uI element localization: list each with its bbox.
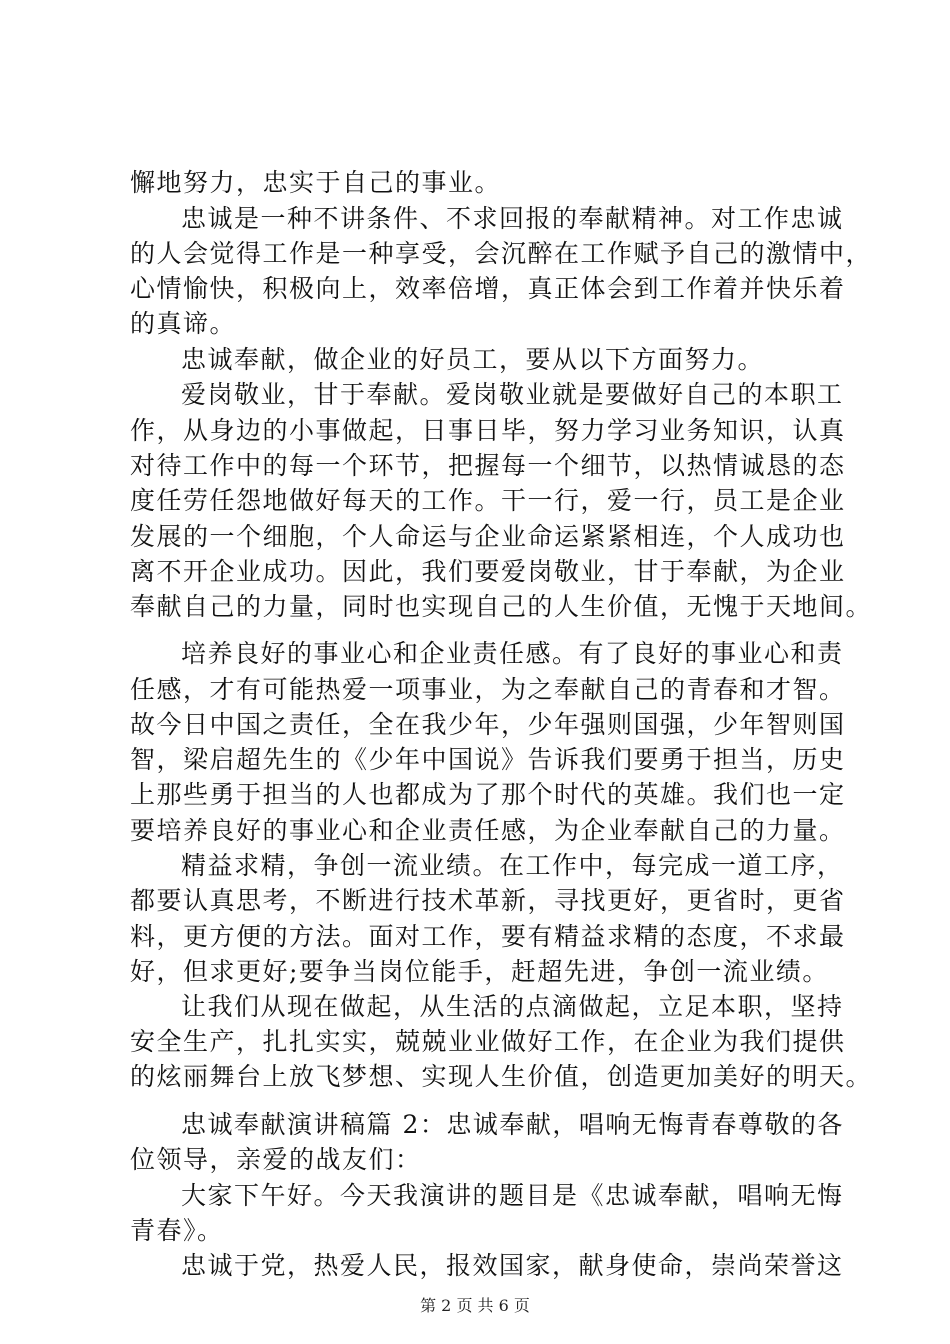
text-line: 奉献自己的力量，同时也实现自己的人生价值，无愧于天地间。 <box>130 592 873 621</box>
text-line: 青春》。 <box>130 1216 224 1245</box>
text-line: 心情愉快，积极向上，效率倍增，真正体会到工作着并快乐着 <box>130 274 846 303</box>
text-line: 忠诚是一种不讲条件、不求回报的奉献精神。对工作忠诚 <box>181 204 844 233</box>
text-line: 爱岗敬业，甘于奉献。爱岗敬业就是要做好自己的本职工 <box>181 380 844 409</box>
text-line: 都要认真思考，不断进行技术革新，寻找更好，更省时，更省 <box>130 886 846 915</box>
text-line: 懈地努力，忠实于自己的事业。 <box>130 168 502 197</box>
text-line: 要培养良好的事业心和企业责任感，为企业奉献自己的力量。 <box>130 816 846 845</box>
text-line: 智，梁启超先生的《少年中国说》告诉我们要勇于担当，历史 <box>130 745 846 774</box>
text-line: 作，从身边的小事做起，日事日毕，努力学习业务知识，认真 <box>130 416 846 445</box>
text-line: 料，更方便的方法。面对工作，要有精益求精的态度，不求最 <box>130 922 846 951</box>
text-line: 好，但求更好;要争当岗位能手，赶超先进，争创一流业绩。 <box>130 957 829 986</box>
text-line: 培养良好的事业心和企业责任感。有了良好的事业心和责 <box>181 639 844 668</box>
text-line: 的炫丽舞台上放飞梦想、实现人生价值，创造更加美好的明天。 <box>130 1062 873 1091</box>
text-line: 安全生产，扎扎实实，兢兢业业做好工作，在企业为我们提供 <box>130 1027 846 1056</box>
text-line: 大家下午好。今天我演讲的题目是《忠诚奉献，唱响无悔 <box>181 1181 844 1210</box>
text-line: 的真谛。 <box>130 309 237 338</box>
text-line: 故今日中国之责任，全在我少年，少年强则国强，少年智则国 <box>130 710 846 739</box>
text-line: 位领导，亲爱的战友们： <box>130 1145 422 1174</box>
text-line: 的人会觉得工作是一种享受，会沉醉在工作赋予自己的激情中， <box>130 239 873 268</box>
text-line: 上那些勇于担当的人也都成为了那个时代的英雄。我们也一定 <box>130 780 846 809</box>
text-line: 忠诚奉献演讲稿篇 2：忠诚奉献，唱响无悔青春尊敬的各 <box>181 1110 844 1139</box>
text-line: 度任劳任怨地做好每天的工作。干一行，爱一行，员工是企业 <box>130 486 846 515</box>
text-line: 忠诚于党，热爱人民，报效国家，献身使命，崇尚荣誉这 <box>181 1251 844 1280</box>
text-line: 任感，才有可能热爱一项事业，为之奉献自己的青春和才智。 <box>130 675 846 704</box>
page-footer: 第 2 页 共 6 页 <box>420 1296 530 1315</box>
text-line: 让我们从现在做起，从生活的点滴做起，立足本职，坚持 <box>181 992 844 1021</box>
text-line: 离不开企业成功。因此，我们要爱岗敬业，甘于奉献，为企业 <box>130 557 846 586</box>
text-line: 对待工作中的每一个环节，把握每一个细节，以热情诚恳的态 <box>130 451 846 480</box>
text-line: 精益求精，争创一流业绩。在工作中，每完成一道工序， <box>181 851 844 880</box>
text-line: 发展的一个细胞，个人命运与企业命运紧紧相连，个人成功也 <box>130 522 846 551</box>
text-line: 忠诚奉献，做企业的好员工，要从以下方面努力。 <box>181 345 765 374</box>
